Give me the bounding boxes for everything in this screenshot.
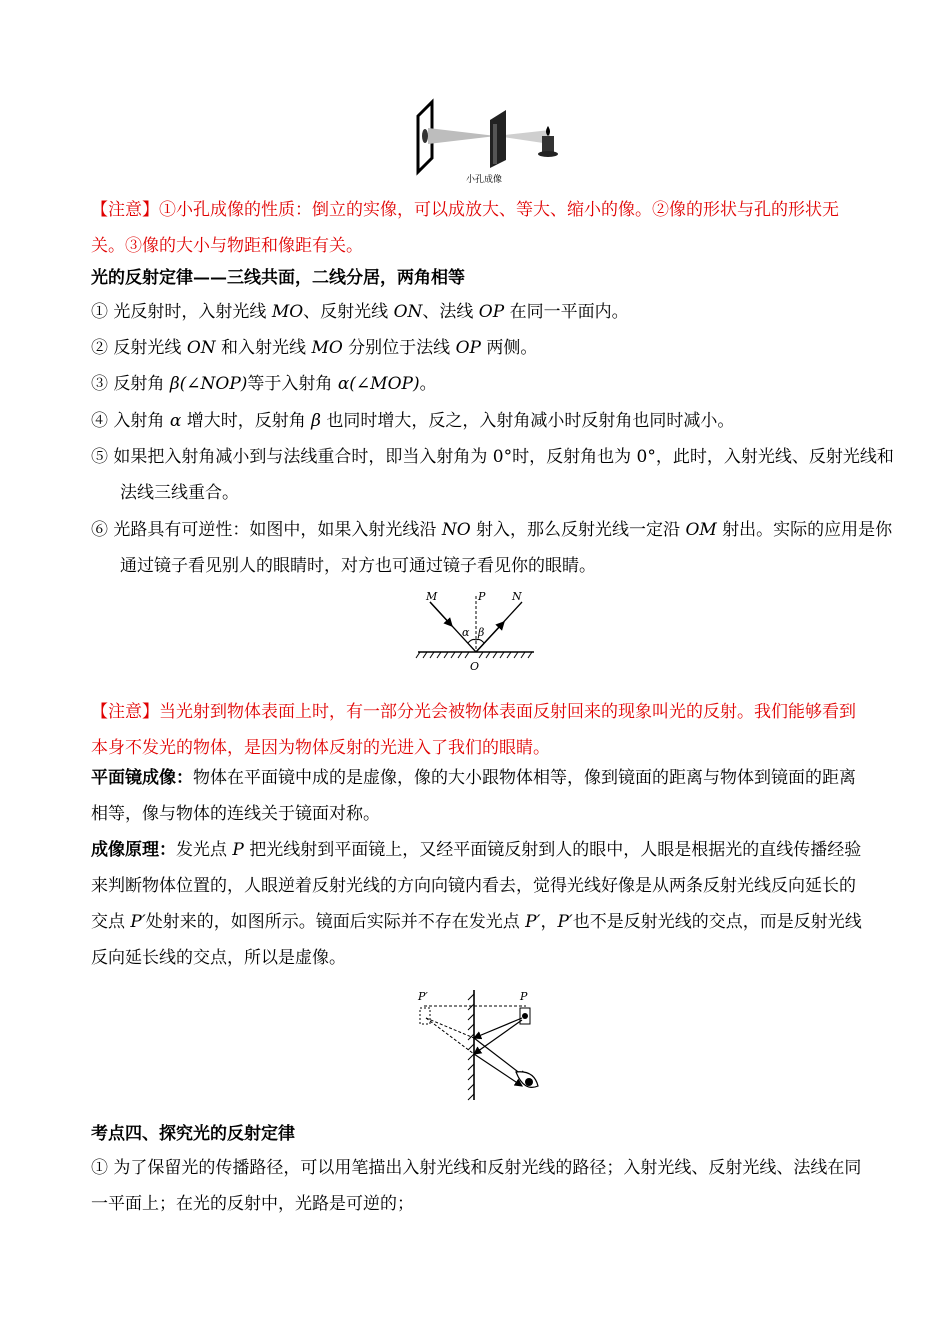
principle-text: 发光点 <box>176 840 233 860</box>
symbol-beta-nop: β(∠NOP) <box>169 374 248 394</box>
reflection-item-5 <box>91 439 900 511</box>
item-text: 射入，那么反射光线一定沿 <box>470 520 686 540</box>
item-text: 增大时，反射角 <box>181 411 312 431</box>
label-o: O <box>470 660 480 673</box>
symbol-beta: β <box>311 411 321 431</box>
symbol-op: OP <box>478 302 505 322</box>
pinhole-figure <box>410 98 570 190</box>
label-n: N <box>512 590 522 603</box>
note-tag: 【注意】 <box>91 200 159 220</box>
label-p-object: P <box>520 990 528 1003</box>
item-text: 射出。实际的应用是你通过镜子看见别人的眼睛时，对方也可通过镜子看见你的眼睛。 <box>120 520 893 576</box>
symbol-om: OM <box>685 520 717 540</box>
symbol-p-prime: P′ <box>557 912 573 932</box>
note-tag: 【注意】 <box>91 702 159 722</box>
symbol-no: NO <box>441 520 471 540</box>
reflection-item-6 <box>91 512 900 584</box>
item-text: 入射角 <box>108 411 170 431</box>
item-number: ⑥ <box>91 520 108 540</box>
note-text: ①小孔成像的性质：倒立的实像，可以成放大、等大、缩小的像。②像的形状与孔的形状无关。③像的大小与物距和像距有关。 <box>91 200 839 256</box>
symbol-mo: MO <box>311 338 343 358</box>
plane-mirror-diagram <box>412 986 542 1104</box>
principle-text: 把光线射到平面镜上，又经平面镜反射到人的眼中，人眼是根据光的直线传播经验来判断物体位置的，人眼逆着反射光线的方向向镜内看去，觉得光线好像是从两条反射光线反向延长的交点 <box>91 840 862 932</box>
label-beta: β <box>478 626 485 639</box>
note-reflection <box>91 694 871 766</box>
plane-mirror-paragraph <box>91 760 871 832</box>
item-text: 、法线 <box>422 302 479 322</box>
symbol-p: P <box>232 840 244 860</box>
principle-title: 成像原理： <box>91 840 176 860</box>
label-p: P <box>478 590 486 603</box>
symbol-mo: MO <box>271 302 304 322</box>
symbol-alpha-mop: α(∠MOP) <box>337 374 420 394</box>
reflection-item-2 <box>91 330 900 366</box>
symbol-op: OP <box>455 338 481 358</box>
item-text: 光反射时，入射光线 <box>108 302 272 322</box>
item-text: 反射角 <box>108 374 170 394</box>
symbol-on: ON <box>186 338 216 358</box>
item-text: 、反射光线 <box>303 302 394 322</box>
item-number: ③ <box>91 374 108 394</box>
note-pinhole <box>91 192 871 264</box>
item-text: 等于入射角 <box>247 374 338 394</box>
item-text: 两侧。 <box>480 338 538 358</box>
principle-text: 也不是反射光线的交点，而是反射光线反向延长线的交点，所以是虚像。 <box>91 912 862 968</box>
item-text: 和入射光线 <box>215 338 312 358</box>
item-number: ① <box>91 302 108 322</box>
symbol-on: ON <box>393 302 423 322</box>
pinhole-caption: 小孔成像 <box>466 175 503 185</box>
reflection-diagram <box>410 588 540 674</box>
item-text: 光路具有可逆性：如图中，如果入射光线沿 <box>108 520 442 540</box>
plane-mirror-title: 平面镜成像： <box>91 768 193 788</box>
section-4-title: 考点四、探究光的反射定律 <box>91 1124 295 1144</box>
section-4-item-1: ① 为了保留光的传播路径，可以用笔描出入射光线和反射光线的路径；入射光线、反射光线、法线在同一平面上；在光的反射中，光路是可逆的； <box>91 1158 862 1214</box>
item-text: 反射光线 <box>108 338 187 358</box>
item-number: ② <box>91 338 108 358</box>
principle-text: 处射来的，如图所示。镜面后实际并不存在发光点 <box>145 912 526 932</box>
label-alpha: α <box>462 626 470 639</box>
reflection-item-4 <box>91 403 900 439</box>
label-p-image: P′ <box>418 990 428 1003</box>
note-text: 当光射到物体表面上时，有一部分光会被物体表面反射回来的现象叫光的反射。我们能够看到本身不发光的物体，是因为物体反射的光进入了我们的眼睛。 <box>91 702 856 758</box>
principle-text: ， <box>540 912 558 932</box>
item-text: 如果把入射角减小到与法线重合时，即当入射角为 0°时，反射角也为 0°，此时，入射光线、反射光线和法线三线重合。 <box>108 447 894 503</box>
symbol-p-prime: P′ <box>130 912 146 932</box>
item-text: 分别位于法线 <box>342 338 456 358</box>
item-text: 也同时增大，反之，入射角减小时反射角也同时减小。 <box>320 411 735 431</box>
label-m: M <box>426 590 438 603</box>
symbol-p-prime: P′ <box>525 912 541 932</box>
plane-mirror-text: 物体在平面镜中成的是虚像，像的大小跟物体相等，像到镜面的距离与物体到镜面的距离相等，像与物体的连线关于镜面对称。 <box>91 768 856 824</box>
item-text: 。 <box>419 374 437 394</box>
imaging-principle-paragraph <box>91 832 871 976</box>
item-text: 在同一平面内。 <box>504 302 629 322</box>
reflection-item-3 <box>91 366 900 402</box>
item-number: ⑤ <box>91 447 108 467</box>
symbol-alpha: α <box>169 411 182 431</box>
reflection-item-1 <box>91 294 900 330</box>
reflection-law-title: 光的反射定律——三线共面，二线分居，两角相等 <box>91 268 465 288</box>
item-number: ④ <box>91 411 108 431</box>
